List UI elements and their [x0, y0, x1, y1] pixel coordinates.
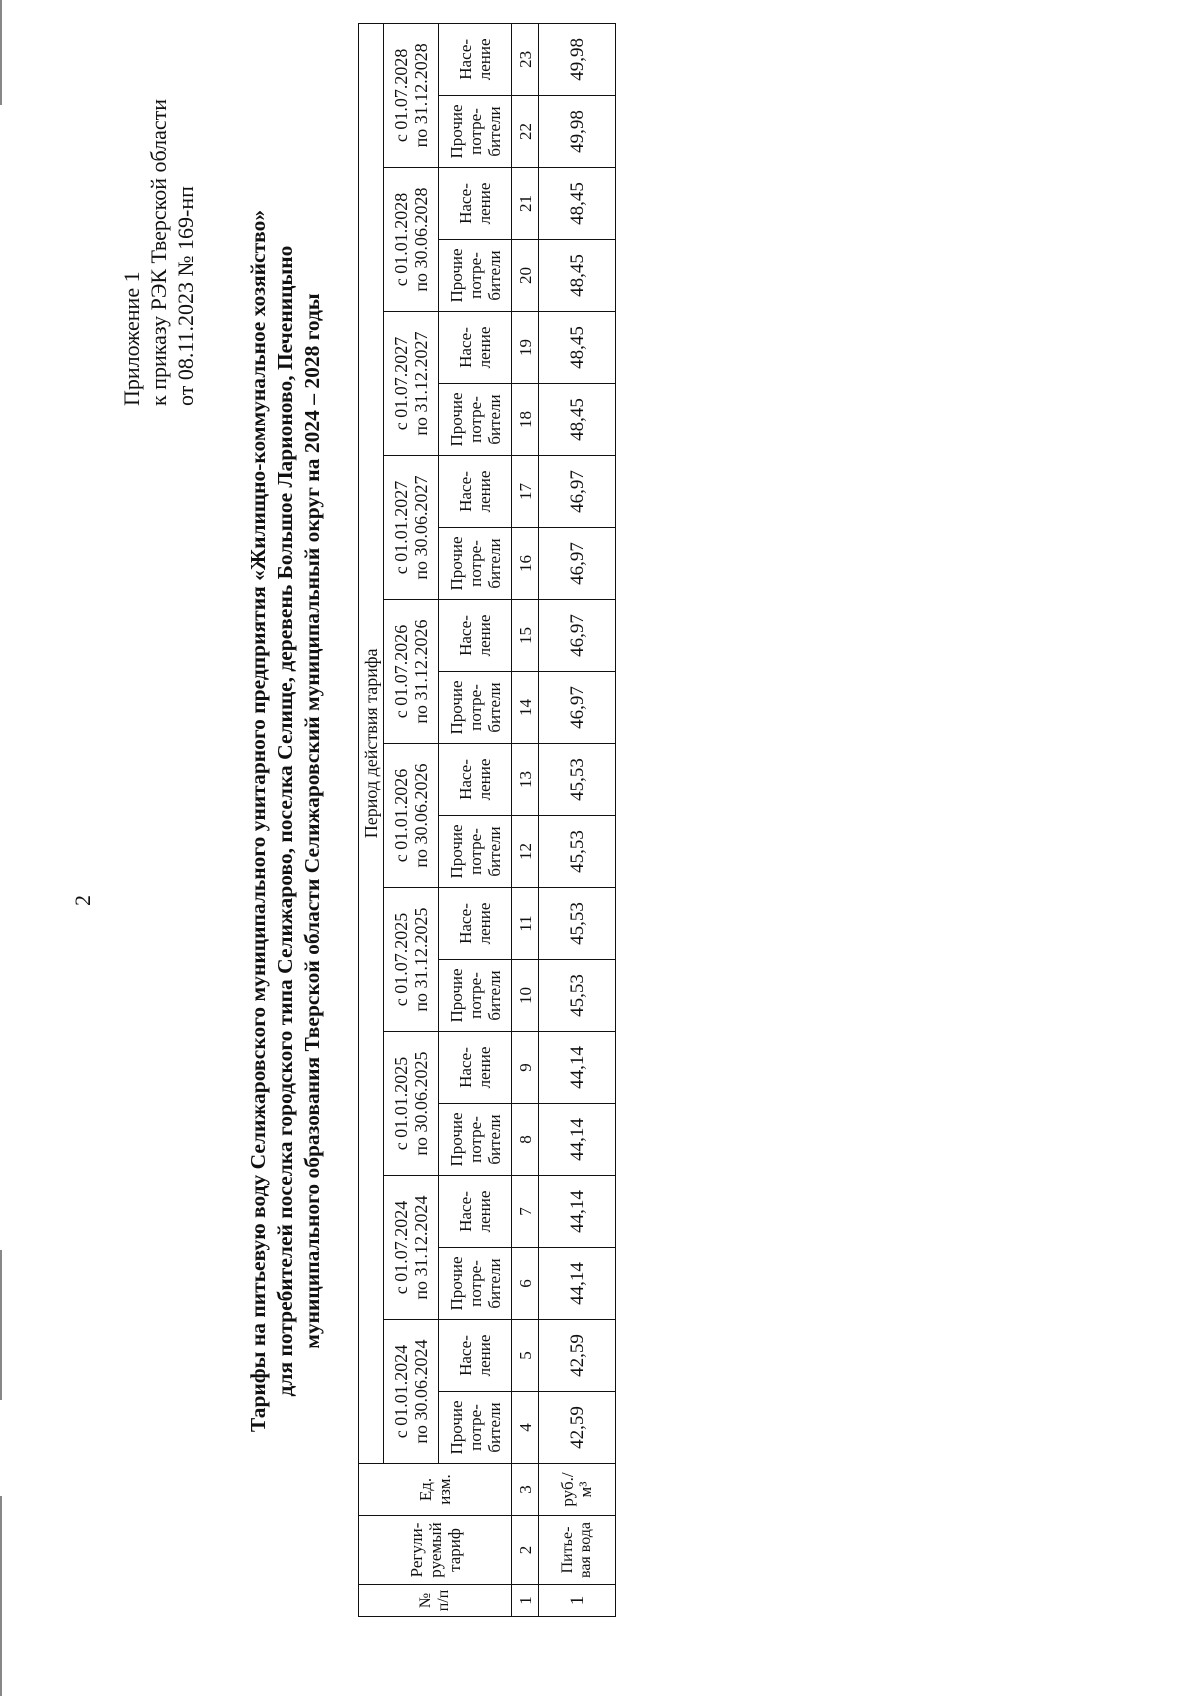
consumer-other-header: Прочие потре-бители: [439, 384, 512, 456]
column-number: 8: [512, 1104, 539, 1176]
column-number: 11: [512, 888, 539, 960]
table-dates-row: [384, 23, 439, 1616]
column-number: 13: [512, 744, 539, 816]
period-to: по 31.12.2026: [411, 619, 431, 724]
consumer-other-header: Прочие потре-бители: [439, 1104, 512, 1176]
annex-line: от 08.11.2023 № 169-нп: [173, 186, 198, 406]
column-number: 21: [512, 168, 539, 240]
header-no: № п/п: [359, 1585, 512, 1617]
period-to: по 31.12.2028: [411, 43, 431, 148]
tariff-table: [358, 23, 616, 1617]
period-from: с 01.01.2028: [391, 192, 411, 287]
tariff-value: 46,97: [539, 456, 616, 528]
table-column-numbers-row: [512, 23, 539, 1616]
annex-header: [118, 99, 199, 406]
tariff-value: 48,45: [539, 240, 616, 312]
consumer-other-header: Прочие потре-бители: [439, 960, 512, 1032]
column-number: 23: [512, 23, 539, 95]
column-number: 18: [512, 384, 539, 456]
column-number: 5: [512, 1320, 539, 1392]
period-date-cell: [384, 744, 439, 888]
tariff-value: 49,98: [539, 96, 616, 168]
period-from: с 01.01.2027: [391, 480, 411, 575]
period-to: по 30.06.2028: [411, 187, 431, 292]
period-to: по 30.06.2027: [411, 475, 431, 580]
consumer-population-header: Насе-ление: [439, 888, 512, 960]
tariff-value: 44,14: [539, 1248, 616, 1320]
table-header-row: [359, 23, 384, 1616]
period-to: по 30.06.2026: [411, 763, 431, 868]
consumer-population-header: Насе-ление: [439, 23, 512, 95]
tariff-value: 45,53: [539, 888, 616, 960]
tariff-value: 46,97: [539, 600, 616, 672]
column-number: 3: [512, 1464, 539, 1516]
period-to: по 31.12.2024: [411, 1195, 431, 1300]
consumer-other-header: Прочие потре-бители: [439, 1248, 512, 1320]
period-from: с 01.01.2025: [391, 1056, 411, 1151]
period-to: по 31.12.2027: [411, 331, 431, 436]
consumer-population-header: Насе-ление: [439, 1032, 512, 1104]
column-number: 9: [512, 1032, 539, 1104]
period-from: с 01.07.2025: [391, 912, 411, 1007]
consumer-population-header: Насе-ление: [439, 600, 512, 672]
annex-line: к приказу РЭК Тверской области: [146, 98, 171, 406]
period-from: с 01.07.2026: [391, 624, 411, 719]
period-date-cell: [384, 312, 439, 456]
period-date-cell: [384, 888, 439, 1032]
table-row: [539, 23, 616, 1616]
period-to: по 31.12.2025: [411, 907, 431, 1012]
tariff-value: 46,97: [539, 672, 616, 744]
period-to: по 30.06.2024: [411, 1339, 431, 1444]
period-date-cell: [384, 168, 439, 312]
period-date-cell: [384, 456, 439, 600]
column-number: 12: [512, 816, 539, 888]
table-consumers-row: [439, 23, 512, 1616]
tariff-value: 48,45: [539, 384, 616, 456]
tariff-value: 42,59: [539, 1392, 616, 1464]
tariff-value: 44,14: [539, 1032, 616, 1104]
title-line: муниципального образования Тверской области Селижаровский муниципальный округ на 2024 – 2028 годы: [300, 293, 324, 1349]
column-number: 17: [512, 456, 539, 528]
row-tariff: Питье-вая вода: [539, 1516, 616, 1585]
title-line: для потребителей поселка городского типа Селижарово, поселка Селище, деревень Большое Ларионово, Печеницыно: [273, 245, 297, 1397]
header-period: Период действия тарифа: [359, 23, 384, 1463]
row-unit: руб./м³: [539, 1464, 616, 1516]
tariff-value: 48,45: [539, 312, 616, 384]
title-line: Тарифы на питьевую воду Селижаровского муниципального унитарного предприятия «Жилищно-коммунальное хозяйство»: [246, 209, 270, 1433]
column-number: 20: [512, 240, 539, 312]
column-number: 2: [512, 1516, 539, 1585]
column-number: 7: [512, 1176, 539, 1248]
consumer-other-header: Прочие потре-бители: [439, 816, 512, 888]
page-number: 2: [70, 895, 95, 906]
column-number: 6: [512, 1248, 539, 1320]
period-date-cell: [384, 600, 439, 744]
column-number: 1: [512, 1585, 539, 1617]
tariff-value: 44,14: [539, 1176, 616, 1248]
period-date-cell: [384, 1320, 439, 1464]
tariff-value: 45,53: [539, 816, 616, 888]
column-number: 4: [512, 1392, 539, 1464]
row-no: 1: [539, 1585, 616, 1617]
consumer-population-header: Насе-ление: [439, 1320, 512, 1392]
consumer-other-header: Прочие потре-бители: [439, 96, 512, 168]
period-from: с 01.01.2024: [391, 1344, 411, 1439]
consumer-population-header: Насе-ление: [439, 456, 512, 528]
consumer-other-header: Прочие потре-бители: [439, 1392, 512, 1464]
consumer-other-header: Прочие потре-бители: [439, 672, 512, 744]
column-number: 16: [512, 528, 539, 600]
column-number: 15: [512, 600, 539, 672]
period-from: с 01.01.2026: [391, 768, 411, 863]
consumer-population-header: Насе-ление: [439, 168, 512, 240]
consumer-other-header: Прочие потре-бители: [439, 528, 512, 600]
period-from: с 01.07.2028: [391, 48, 411, 143]
column-number: 10: [512, 960, 539, 1032]
period-date-cell: [384, 1176, 439, 1320]
annex-line: Приложение 1: [119, 271, 144, 406]
consumer-population-header: Насе-ление: [439, 312, 512, 384]
tariff-value: 45,53: [539, 744, 616, 816]
period-date-cell: [384, 23, 439, 167]
tariff-value: 42,59: [539, 1320, 616, 1392]
tariff-value: 49,98: [539, 23, 616, 95]
header-tariff: Регули-руемый тариф: [359, 1516, 512, 1585]
column-number: 14: [512, 672, 539, 744]
period-from: с 01.07.2024: [391, 1200, 411, 1295]
consumer-population-header: Насе-ление: [439, 1176, 512, 1248]
period-from: с 01.07.2027: [391, 336, 411, 431]
tariff-value: 45,53: [539, 960, 616, 1032]
tariff-value: 46,97: [539, 528, 616, 600]
document-title: [245, 6, 326, 1636]
column-number: 22: [512, 96, 539, 168]
tariff-value: 44,14: [539, 1104, 616, 1176]
tariff-value: 48,45: [539, 168, 616, 240]
header-unit: Ед. изм.: [359, 1464, 512, 1516]
period-to: по 30.06.2025: [411, 1051, 431, 1156]
consumer-other-header: Прочие потре-бители: [439, 240, 512, 312]
period-date-cell: [384, 1032, 439, 1176]
consumer-population-header: Насе-ление: [439, 744, 512, 816]
column-number: 19: [512, 312, 539, 384]
